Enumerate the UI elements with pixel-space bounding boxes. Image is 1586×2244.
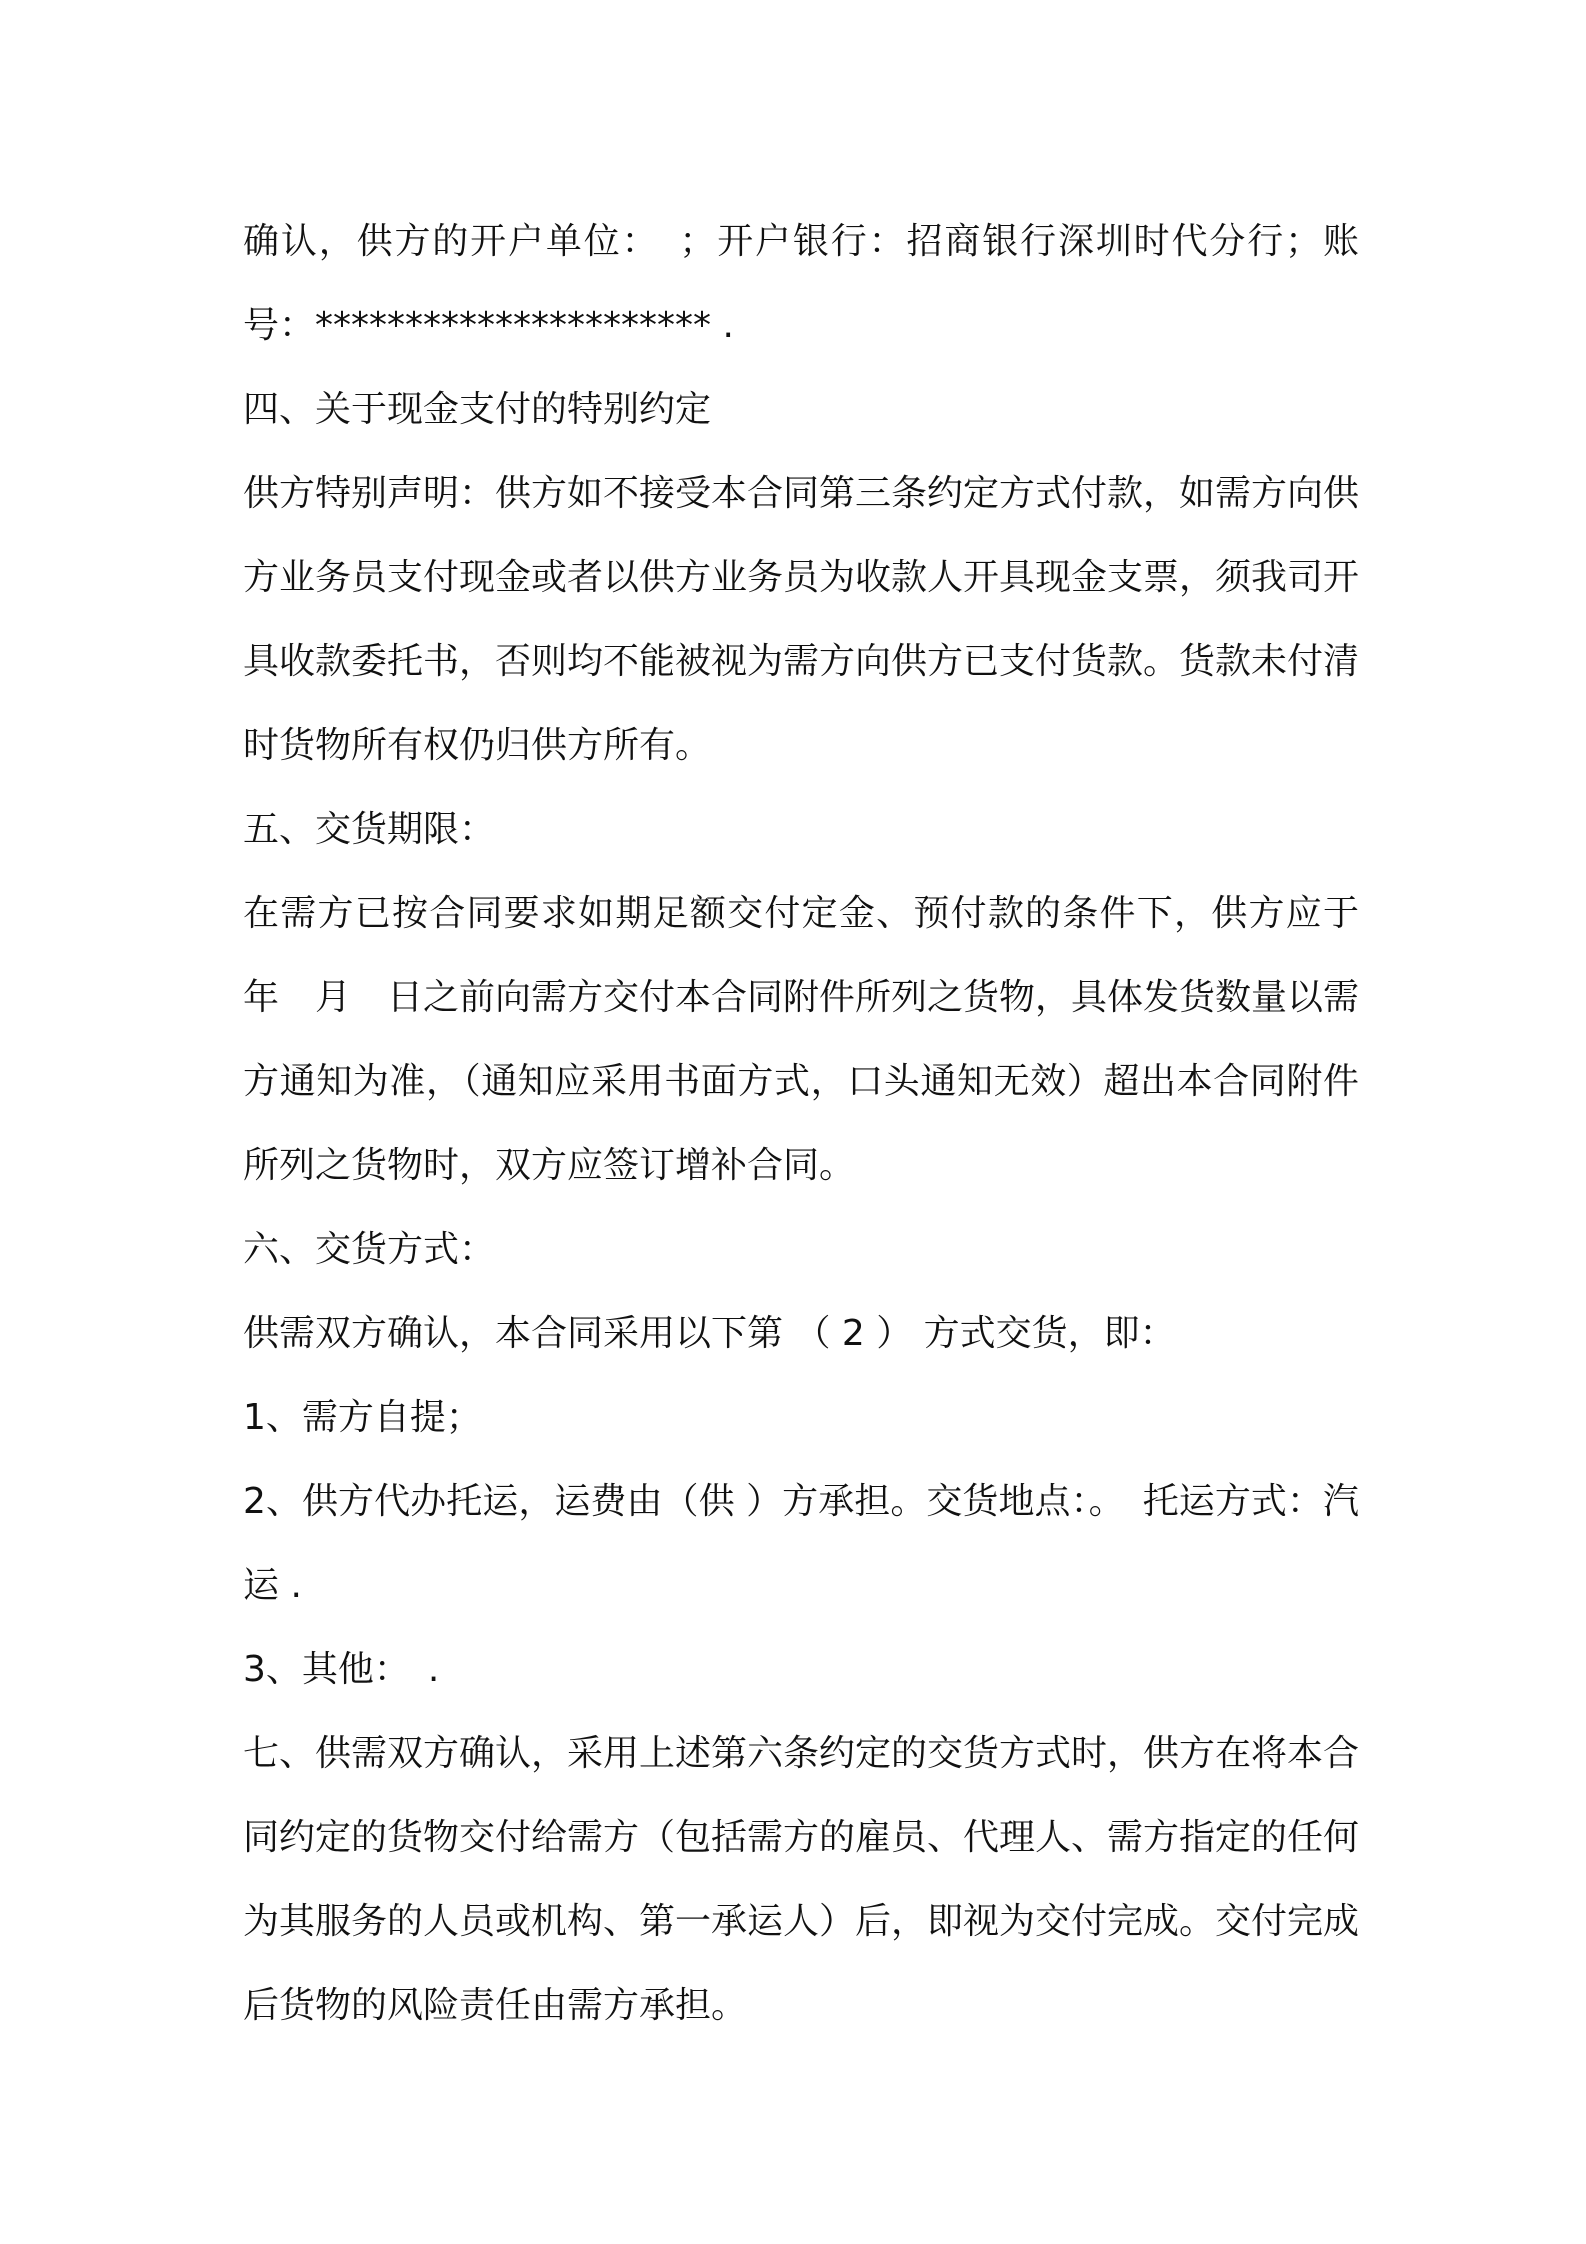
- cash-payment-paragraph: 供方特别声明：供方如不接受本合同第三条约定方式付款，如需方向供方业务员支付现金或者以供方业务员为收款人开具现金支票，须我司开具收款委托书，否则均不能被视为需方向供方已支付货款。货款未付清时货物所有权仍归供方所有。: [243, 473, 1360, 766]
- delivery-method-paragraph: 供需双方确认，本合同采用以下第 （ 2 ） 方式交货，即：: [243, 1313, 1176, 1354]
- document-body: [243, 200, 1396, 2048]
- section-6-heading: 六、交货方式：: [243, 1229, 496, 1270]
- bank-account-paragraph: 确认，供方的开户单位： ；开户银行：招商银行深圳时代分行；账号：********************** .: [243, 221, 1359, 346]
- delivery-option-1: 1、需方自提；: [243, 1397, 482, 1438]
- section-4-heading: 四、关于现金支付的特别约定: [243, 389, 712, 430]
- section-7-paragraph: 七、供需双方确认，采用上述第六条约定的交货方式时，供方在将本合同约定的货物交付给需方（包括需方的雇员、代理人、需方指定的任何为其服务的人员或机构、第一承运人）后，即视为交付完成。交付完成后货物的风险责任由需方承担。: [243, 1733, 1360, 2026]
- delivery-option-3: 3、其他： .: [243, 1649, 440, 1690]
- section-5-heading: 五、交货期限：: [243, 809, 496, 850]
- delivery-deadline-paragraph: 在需方已按合同要求如期足额交付定金、预付款的条件下，供方应于 年 月 日之前向需方交付本合同附件所列之货物，具体发货数量以需方通知为准，（通知应采用书面方式，口头通知无效）超出本合同附件所列之货物时，双方应签订增补合同。: [243, 893, 1396, 1186]
- delivery-option-2: 2、供方代办托运，运费由（供 ）方承担。交货地点：。 托运方式：汽运 .: [243, 1481, 1359, 1606]
